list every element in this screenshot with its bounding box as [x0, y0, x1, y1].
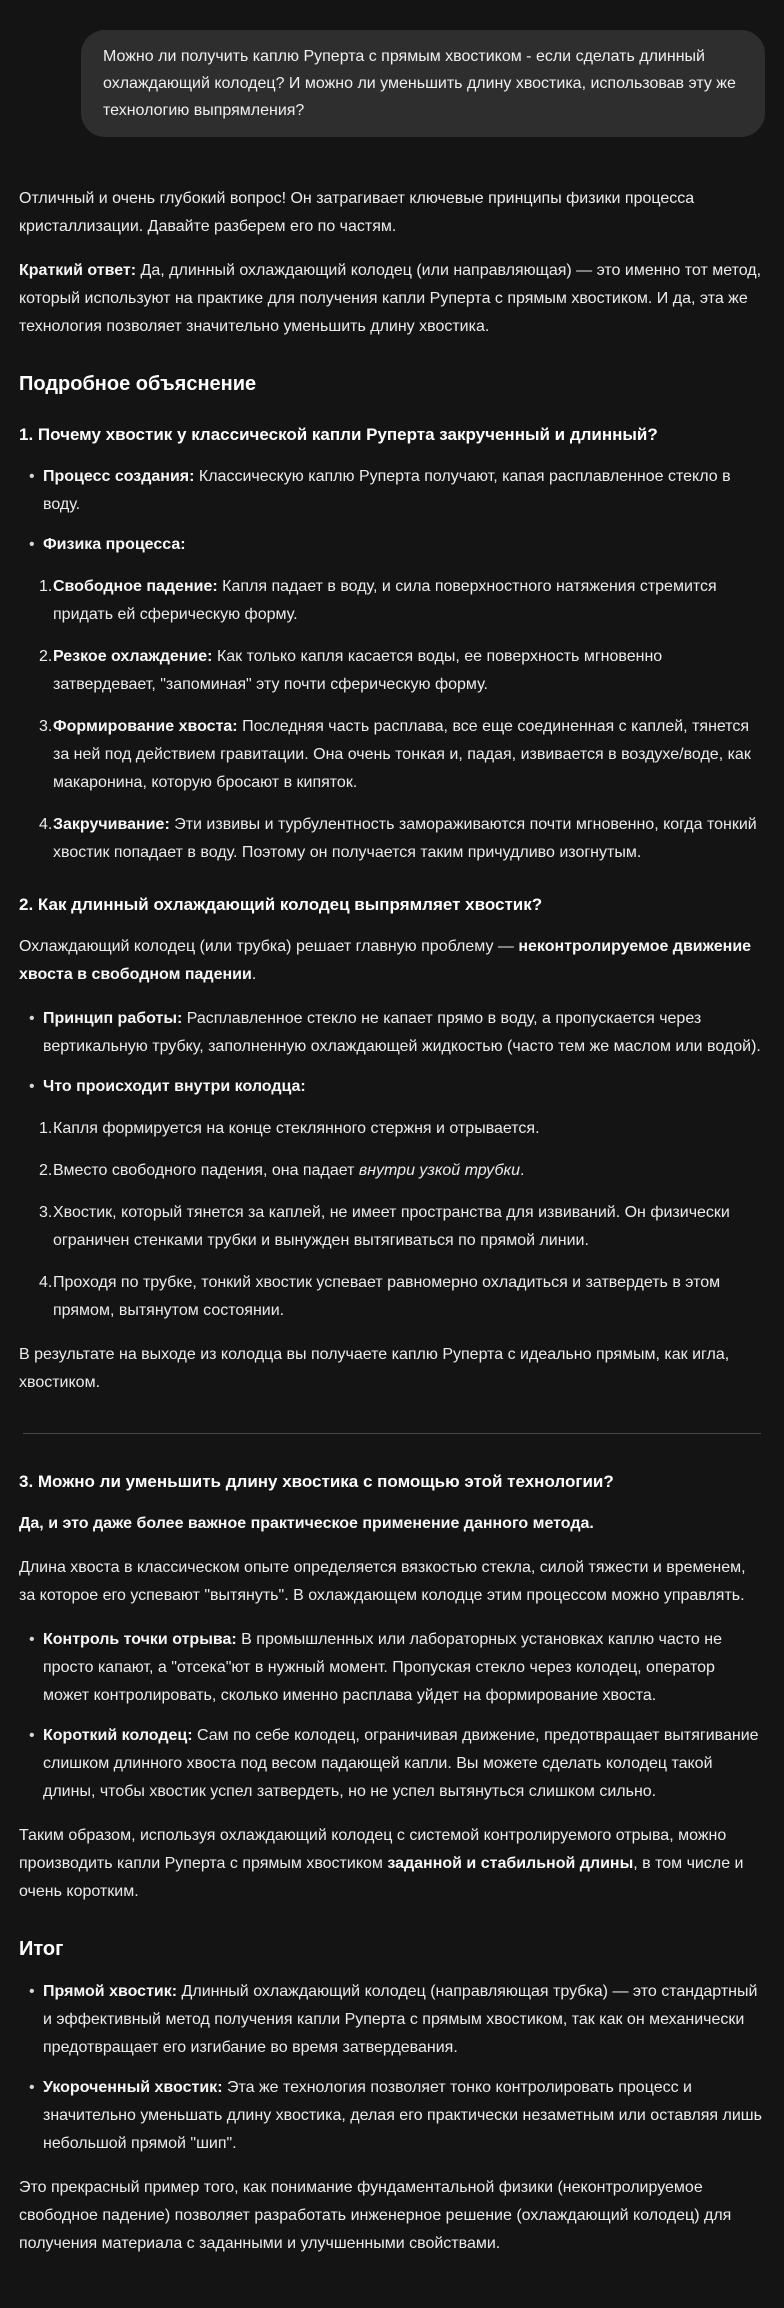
- bold-text: Прямой хвостик:: [43, 1983, 178, 2000]
- user-message-row: [19, 30, 765, 137]
- bold-text: Что происходит внутри колодца:: [43, 1078, 306, 1095]
- text-run: Как только капля касается воды, ее поверхность мгновенно затвердевает, "запоминая" эту почти сферическую форму.: [53, 648, 663, 693]
- list-item: [43, 1722, 765, 1806]
- bold-text: неконтролируемое движение хвоста в свободном падении: [19, 938, 752, 983]
- text-run: Отличный и очень глубокий вопрос! Он затрагивает ключевые принципы физики процесса кристаллизации. Давайте разберем его по частям.: [19, 190, 695, 235]
- text-run: Вместо свободного падения, она падает: [53, 1162, 359, 1179]
- subsection-title: 1. Почему хвостик у классической капли Руперта закрученный и длинный?: [19, 425, 658, 444]
- divider: [23, 1433, 761, 1434]
- numbered-item: [53, 573, 765, 629]
- text-run: В промышленных или лабораторных установках каплю часто не просто капают, а "отсека"ют в нужный момент. Пропуская стекло через колодец, оператор может контролировать, сколько именно расплава уйдет на формирование хвоста.: [43, 1631, 723, 1704]
- numbered-item: [53, 1269, 765, 1325]
- user-message-text: Можно ли получить каплю Руперта с прямым хвостиком - если сделать длинный охлаждающий колодец? И можно ли уменьшить длину хвостика, использовав эту же технологию выпрямления?: [103, 48, 736, 119]
- text-run: Таким образом, используя охлаждающий колодец с системой контролируемого отрыва, можно производить капли Руперта с прямым хвостиком: [19, 1827, 727, 1872]
- subsection-title: 2. Как длинный охлаждающий колодец выпрямляет хвостик?: [19, 895, 543, 914]
- subsection-title: 3. Можно ли уменьшить длину хвостика с помощью этой технологии?: [19, 1472, 614, 1491]
- text-run: Это прекрасный пример того, как понимание фундаментальной физики (неконтролируемое свободное падение) позволяет разработать инженерное решение (охлаждающий колодец) для получения материала с заданными и улучшенными свойствами.: [19, 2179, 732, 2252]
- text-run: Длинный охлаждающий колодец (направляющая трубка) — это стандартный и эффективный метод получения капли Руперта с прямым хвостиком, так как он механически предотвращает его изгибание во время затвердевания.: [43, 1983, 758, 2056]
- list-item: [43, 1978, 765, 2062]
- text-run: .: [519, 1162, 525, 1179]
- list-item: [43, 1626, 765, 1710]
- section-title: Подробное объяснение: [19, 373, 257, 395]
- list-item: [43, 531, 765, 867]
- text-run: Капля формируется на конце стеклянного стержня и отрывается.: [53, 1120, 540, 1137]
- numbered-item: [53, 1199, 765, 1255]
- text-run: Классическую каплю Руперта получают, капая расплавленное стекло в воду.: [43, 468, 731, 513]
- paragraph: [19, 185, 765, 241]
- bold-text: Краткий ответ:: [19, 262, 137, 279]
- bold-text: Резкое охлаждение:: [53, 648, 213, 665]
- paragraph: [19, 1341, 765, 1397]
- text-run: Да, длинный охлаждающий колодец (или направляющая) — это именно тот метод, который используют на практике для получения капли Руперта с прямым хвостиком. И да, эта же технология позволяет значительно уменьшить длину хвостика.: [19, 262, 762, 335]
- bold-text: Да, и это даже более важное практическое применение данного метода.: [19, 1515, 594, 1532]
- paragraph: [19, 933, 765, 989]
- text-run: Сам по себе колодец, ограничивая движение, предотвращает вытягивание слишком длинного хвоста под весом падающей капли. Вы можете сделать колодец такой длины, чтобы хвостик успел затвердеть, но не успел вытянуться слишком сильно.: [43, 1727, 759, 1800]
- numbered-item: [53, 1115, 765, 1143]
- numbered-item: [53, 643, 765, 699]
- text-run: Длина хвоста в классическом опыте определяется вязкостью стекла, силой тяжести и временем, за которое его успевают "вытянуть". В охлаждающем колодце этим процессом можно управлять.: [19, 1559, 746, 1604]
- text-run: Последняя часть расплава, все еще соединенная с каплей, тянется за ней под действием гравитации. Она очень тонкая и, падая, извивается в воздухе/воде, как макаронина, которую бросают в кипяток.: [53, 718, 751, 791]
- bullet-list: [19, 1005, 765, 1325]
- assistant-message: [19, 185, 765, 2258]
- text-run: , в том числе и очень коротким.: [19, 1855, 744, 1900]
- text-run: Расплавленное стекло не капает прямо в воду, а пропускается через вертикальную трубку, заполненную охлаждающей жидкостью (часто тем же маслом или водой).: [43, 1010, 761, 1055]
- numbered-item: [53, 713, 765, 797]
- text-run: Капля падает в воду, и сила поверхностного натяжения стремится придать ей сферическую форму.: [53, 578, 717, 623]
- text-run: Эти извивы и турбулентность замораживаются почти мгновенно, когда тонкий хвостик попадает в воду. Поэтому он получается таким причудливо изогнутым.: [53, 816, 757, 861]
- bold-text: Контроль точки отрыва:: [43, 1631, 237, 1648]
- numbered-list: [43, 573, 765, 867]
- bold-text: заданной и стабильной длины: [387, 1855, 634, 1872]
- italic-text: внутри узкой трубки: [358, 1162, 520, 1179]
- list-item: [43, 1005, 765, 1061]
- bullet-list: [19, 1978, 765, 2158]
- bold-text: Короткий колодец:: [43, 1727, 193, 1744]
- bold-text: Закручивание:: [53, 816, 170, 833]
- paragraph: [19, 2174, 765, 2258]
- paragraph: [19, 1822, 765, 1906]
- bold-text: Принцип работы:: [43, 1010, 183, 1027]
- bold-text: Формирование хвоста:: [53, 718, 238, 735]
- bullet-list: [19, 463, 765, 867]
- bold-text: Физика процесса:: [43, 536, 186, 553]
- numbered-item: [53, 1157, 765, 1185]
- text-run: В результате на выходе из колодца вы получаете каплю Руперта с идеально прямым, как игла, хвостиком.: [19, 1346, 730, 1391]
- text-run: Проходя по трубке, тонкий хвостик успевает равномерно охладиться и затвердеть в этом прямом, вытянутом состоянии.: [53, 1274, 721, 1319]
- paragraph: [19, 257, 765, 341]
- paragraph: [19, 1554, 765, 1610]
- text-run: Эта же технология позволяет тонко контролировать процесс и значительно уменьшать длину хвостика, делая его практически незаметным или оставляя лишь небольшой прямой "шип".: [43, 2079, 762, 2152]
- text-run: Хвостик, который тянется за каплей, не имеет пространства для извиваний. Он физически ограничен стенками трубки и вынужден вытягиваться по прямой линии.: [53, 1204, 730, 1249]
- section-title: Итог: [19, 1938, 64, 1960]
- user-message-bubble: [81, 30, 765, 137]
- bold-text: Процесс создания:: [43, 468, 195, 485]
- text-run: Охлаждающий колодец (или трубка) решает главную проблему —: [19, 938, 519, 955]
- bold-text: Укороченный хвостик:: [43, 2079, 223, 2096]
- paragraph: [19, 1510, 765, 1538]
- bullet-list: [19, 1626, 765, 1806]
- list-item: [43, 2074, 765, 2158]
- bold-text: Свободное падение:: [53, 578, 218, 595]
- numbered-item: [53, 811, 765, 867]
- assistant-message-content: [19, 185, 765, 2258]
- numbered-list: [43, 1115, 765, 1325]
- list-item: [43, 463, 765, 519]
- list-item: [43, 1073, 765, 1325]
- text-run: .: [251, 966, 257, 983]
